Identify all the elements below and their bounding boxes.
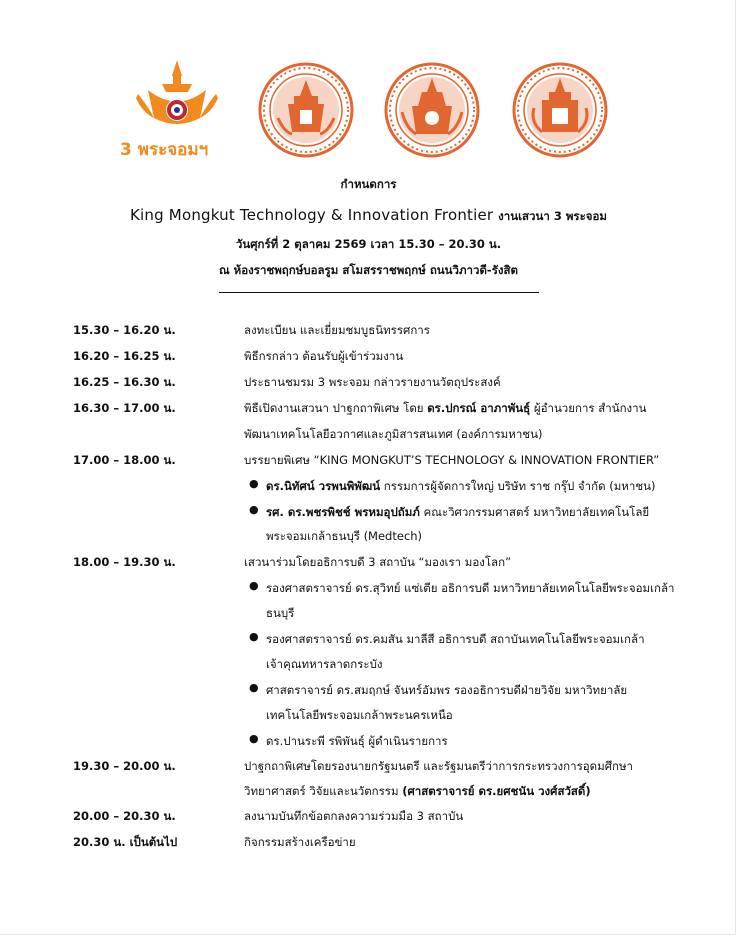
agenda-desc: ลงนามบันทึกข้อตกลงความร่วมมือ 3 สถาบัน [244, 809, 464, 823]
speaker-name: ดร.ปกรณ์ อาภาพันธุ์ [427, 401, 531, 415]
event-date: วันศุกร์ที่ 2 ตุลาคม 2569 เวลา 15.30 – 20.30 น. [235, 237, 502, 251]
agenda-time: 19.30 – 20.00 น. [73, 759, 176, 773]
agenda-desc: ปาฐกถาพิเศษโดยรองนายกรัฐมนตรี และรัฐมนตรีว่าการกระทรวงการอุดมศึกษา [244, 759, 634, 773]
event-name [0, 206, 737, 226]
speaker-name: รศ. ดร.พชรพิชช์ พรหมอุปถัมภ์ [266, 505, 420, 519]
bullet-icon: ● [249, 630, 259, 643]
bullet-item-cont: ธนบุรี [266, 606, 295, 620]
bullet-item: ดร.ปานระพี รพิพันธุ์ ผู้ดำเนินรายการ [266, 734, 448, 748]
desc-text: ผู้อำนวยการ สำนักงาน [530, 401, 647, 415]
bullet-item [266, 478, 655, 496]
bullet-item: ศาสตราจารย์ ดร.สมฤกษ์ จันทร์อัมพร รองอธิการบดีฝ่ายวิจัย มหาวิทยาลัย [266, 683, 628, 697]
agenda-desc-cont [244, 783, 591, 801]
bullet-item-cont: พระจอมเกล้าธนบุรี (Medtech) [266, 529, 423, 543]
speaker-name: ดร.นิทัศน์ วรพนพิพัฒน์ [266, 479, 381, 493]
agenda-desc: กิจกรรมสร้างเครือข่าย [244, 835, 356, 849]
bullet-item-cont: เจ้าคุณทหารลาดกระบัง [266, 657, 383, 671]
event-name-en: King Mongkut Technology & Innovation Frontier [130, 206, 494, 224]
bullet-item [266, 504, 649, 522]
bullet-item-cont: เทคโนโลยีพระจอมเกล้าพระนครเหนือ [266, 708, 453, 722]
bullet-icon: ● [249, 732, 259, 745]
document-title: กำหนดการ [340, 177, 397, 191]
agenda-time: 16.25 – 16.30 น. [73, 375, 176, 389]
agenda-time: 16.20 – 16.25 น. [73, 349, 176, 363]
event-venue: ณ ห้องราชพฤกษ์บอลรูม สโมสรราชพฤกษ์ ถนนวิภาวดี-รังสิต [219, 263, 518, 277]
speaker-title: กรรมการผู้จัดการใหญ่ บริษัท ราช กรุ๊ป จำกัด (มหาชน) [380, 479, 656, 493]
agenda-time: 20.30 น. เป็นต้นไป [73, 835, 178, 849]
speaker-name: (ศาสตราจารย์ ดร.ยศชนัน วงศ์สวัสดิ์) [402, 784, 591, 798]
kmutnb-seal-icon [384, 62, 480, 158]
agenda-time: 17.00 – 18.00 น. [73, 453, 176, 467]
agenda-time: 15.30 – 16.20 น. [73, 323, 176, 337]
desc-text: วิทยาศาสตร์ วิจัยและนวัตกรรม [244, 784, 403, 798]
agenda-time: 18.00 – 19.30 น. [73, 555, 176, 569]
kmutt-seal-icon [512, 62, 608, 158]
kmitl-seal-icon [258, 62, 354, 158]
agenda-time: 20.00 – 20.30 น. [73, 809, 176, 823]
event-name-th: งานเสวนา 3 พระจอม [498, 209, 607, 223]
agenda-desc-cont: พัฒนาเทคโนโลยีอวกาศและภูมิสารสนเทศ (องค์การมหาชน) [244, 427, 543, 441]
bullet-icon: ● [249, 681, 259, 694]
agenda-desc: ลงทะเบียน และเยี่ยมชมบูธนิทรรศการ [244, 323, 430, 337]
brand-name: 3 พระจอมฯ [120, 140, 209, 160]
agenda-desc: ประธานชมรม 3 พระจอม กล่าวรายงานวัตถุประสงค์ [244, 375, 501, 389]
bullet-icon: ● [249, 579, 259, 592]
bullet-item: รองศาสตราจารย์ ดร.คมสัน มาลีสี อธิการบดี สถาบันเทคโนโลยีพระจอมเกล้า [266, 632, 645, 646]
agenda-desc: พิธีกรกล่าว ต้อนรับผู้เข้าร่วมงาน [244, 349, 404, 363]
bullet-item: รองศาสตราจารย์ ดร.สุวิทย์ แซ่เตีย อธิการบดี มหาวิทยาลัยเทคโนโลยีพระจอมเกล้า [266, 581, 675, 595]
agenda-desc: เสวนาร่วมโดยอธิการบดี 3 สถาบัน “มองเรา มองโลก” [244, 555, 512, 569]
bullet-icon: ● [249, 503, 259, 516]
agenda-desc [244, 400, 647, 418]
logo-strip [0, 58, 737, 168]
divider [219, 292, 539, 293]
speaker-title: คณะวิศวกรรมศาสตร์ มหาวิทยาลัยเทคโนโลยี [419, 505, 650, 519]
agenda-desc: บรรยายพิเศษ “KING MONGKUT’S TECHNOLOGY & INNOVATION FRONTIER” [244, 453, 660, 467]
agenda-time: 16.30 – 17.00 น. [73, 401, 176, 415]
bullet-icon: ● [249, 477, 259, 490]
desc-text: พิธีเปิดงานเสวนา ปาฐกถาพิเศษ โดย [244, 401, 428, 415]
